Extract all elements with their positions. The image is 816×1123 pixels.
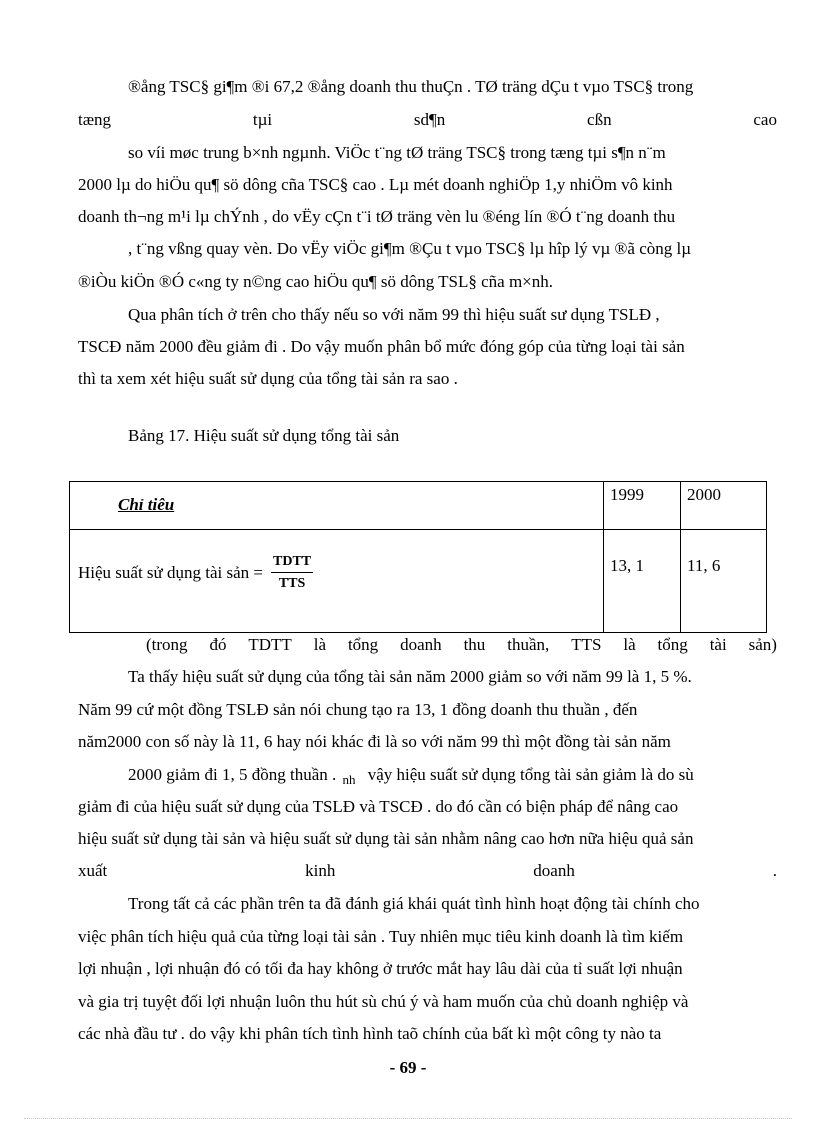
text-line: lợi nhuận , lợi nhuận đó có tối đa hay không ở trước mắt hay lâu dài của tỉ suất lợi nhuận	[78, 959, 683, 978]
word: tµi	[252, 110, 273, 129]
fraction-numerator: TDTT	[271, 554, 313, 573]
text-line: Trong tất cả các phần trên ta đã đánh giá khái quát tình hình hoạt động tài chính cho	[128, 894, 700, 913]
word: cßn	[587, 110, 612, 129]
word: thu	[463, 635, 486, 654]
word: tổng	[347, 635, 379, 654]
word: doanh	[400, 635, 442, 654]
word: thuần,	[507, 635, 550, 654]
word: (trong	[146, 635, 188, 654]
efficiency-table	[69, 481, 767, 633]
fraction-denominator: TTS	[278, 576, 306, 591]
year-1999: 1999	[610, 485, 644, 504]
text-line-justified	[78, 860, 777, 882]
text-line: Ta thấy hiệu suất sử dụng của tổng tài sản năm 2000 giảm so với năm 99 là 1, 5 %.	[128, 667, 692, 686]
word: đó	[209, 635, 227, 654]
word: kinh	[305, 861, 336, 880]
table-row	[70, 530, 767, 633]
word: sd¶n	[413, 110, 446, 129]
word: doanh	[533, 861, 575, 880]
metric-label: Hiệu suất sử dụng tài sản =	[78, 563, 263, 582]
text-segment: 2000 giảm đi 1, 5 đồng thuần .	[128, 765, 337, 784]
word: tổng	[657, 635, 688, 654]
metric-cell	[70, 530, 604, 633]
text-line: TSCĐ năm 2000 đều giảm đi . Do vậy muốn phân bổ mức đóng góp của từng loại tài sản	[78, 337, 685, 356]
year-cell	[681, 482, 767, 530]
table-header-row	[70, 482, 767, 530]
text-line-justified	[78, 109, 777, 131]
word: tæng	[78, 110, 112, 129]
text-fragment: nh	[342, 772, 356, 787]
text-line: các nhà đầu tư . do vậy khi phân tích tình hình taõ chính của bất kì một công ty nào ta	[78, 1024, 662, 1043]
text-line: , t¨ng vßng quay vèn. Do vËy viÖc gi¶m ®Çu t vµo TSC§ lµ hîp lý vµ ®ã còng lµ	[128, 239, 692, 258]
text-line: và gia trị tuyệt đối lợi nhuận luôn thu hút sù chú ý và ham muốn của chủ doanh nghiệp và	[78, 992, 689, 1011]
text-line: doanh th¬ng m¹i lµ chÝnh , do vËy cÇn t¨i tØ träng vèn lu ®éng lín ®Ó t¨ng doanh thu	[78, 207, 676, 226]
header-cell	[70, 482, 604, 530]
text-line: thì ta xem xét hiệu suất sử dụng của tổng tài sản ra sao .	[78, 369, 458, 388]
word: tài	[709, 635, 727, 654]
text-line	[128, 764, 694, 787]
text-line: việc phân tích hiệu quả của từng loại tài sản . Tuy nhiên mục tiêu kinh doanh là tìm kiếm	[78, 927, 684, 946]
value-1999: 13, 1	[610, 556, 644, 575]
year-cell	[604, 482, 681, 530]
text-segment: vậy hiệu suất sử dụng tổng tài sản giảm là do sù	[367, 765, 694, 784]
text-line: so víi møc trung b×nh ngµnh. ViÖc t¨ng tØ träng TSC§ trong tæng tµi s¶n n¨m	[128, 143, 666, 162]
metric-formula	[78, 554, 603, 592]
word: là	[313, 635, 327, 654]
text-line: Năm 99 cứ một đồng TSLĐ sản nói chung tạo ra 13, 1 đồng doanh thu thuần , đến	[78, 700, 638, 719]
text-line: ®iÒu kiÖn ®Ó c«ng ty n©ng cao hiÖu qu¶ sö dông TSL§ cña m×nh.	[78, 272, 554, 291]
table-caption: Bảng 17. Hiệu suất sử dụng tổng tài sản	[128, 426, 400, 445]
value-2000: 11, 6	[687, 556, 721, 575]
word: .	[772, 861, 777, 880]
text-line: giảm đi của hiệu suất sử dụng của TSLĐ và TSCĐ . do đó cần có biện pháp để nâng cao	[78, 797, 679, 816]
text-line: năm2000 con số này là 11, 6 hay nói khác đi là so với năm 99 thì một đồng tài sản năm	[78, 732, 671, 751]
word: là	[623, 635, 636, 654]
value-cell	[681, 530, 767, 633]
word: cao	[753, 110, 777, 129]
page-number: - 69 -	[389, 1058, 427, 1077]
text-line: Qua phân tích ở trên cho thấy nếu so với năm 99 thì hiệu suất sư dụng TSLĐ ,	[128, 305, 660, 324]
word: TTS	[571, 635, 602, 654]
word: TDTT	[248, 635, 292, 654]
word: sản)	[748, 635, 777, 654]
text-line: 2000 lµ do hiÖu qu¶ sö dông cña TSC§ cao . Lµ mét doanh nghiÖp 1,y nhiÖm vô kinh	[78, 175, 673, 194]
fraction	[271, 554, 313, 592]
text-line: ®ång TSC§ gi¶m ®i 67,2 ®ång doanh thu thuÇn . TØ träng dÇu t vµo TSC§ trong	[128, 77, 694, 96]
text-line: hiệu suất sử dụng tài sản và hiệu suất sử dụng tài sản nhằm nâng cao hơn nữa hiệu quả sản	[78, 829, 694, 848]
word: xuất	[78, 861, 108, 880]
year-2000: 2000	[687, 485, 721, 504]
header-label: Chỉ tiêu	[118, 495, 175, 514]
table-note	[146, 634, 777, 656]
value-cell	[604, 530, 681, 633]
footer-divider	[24, 1118, 792, 1119]
